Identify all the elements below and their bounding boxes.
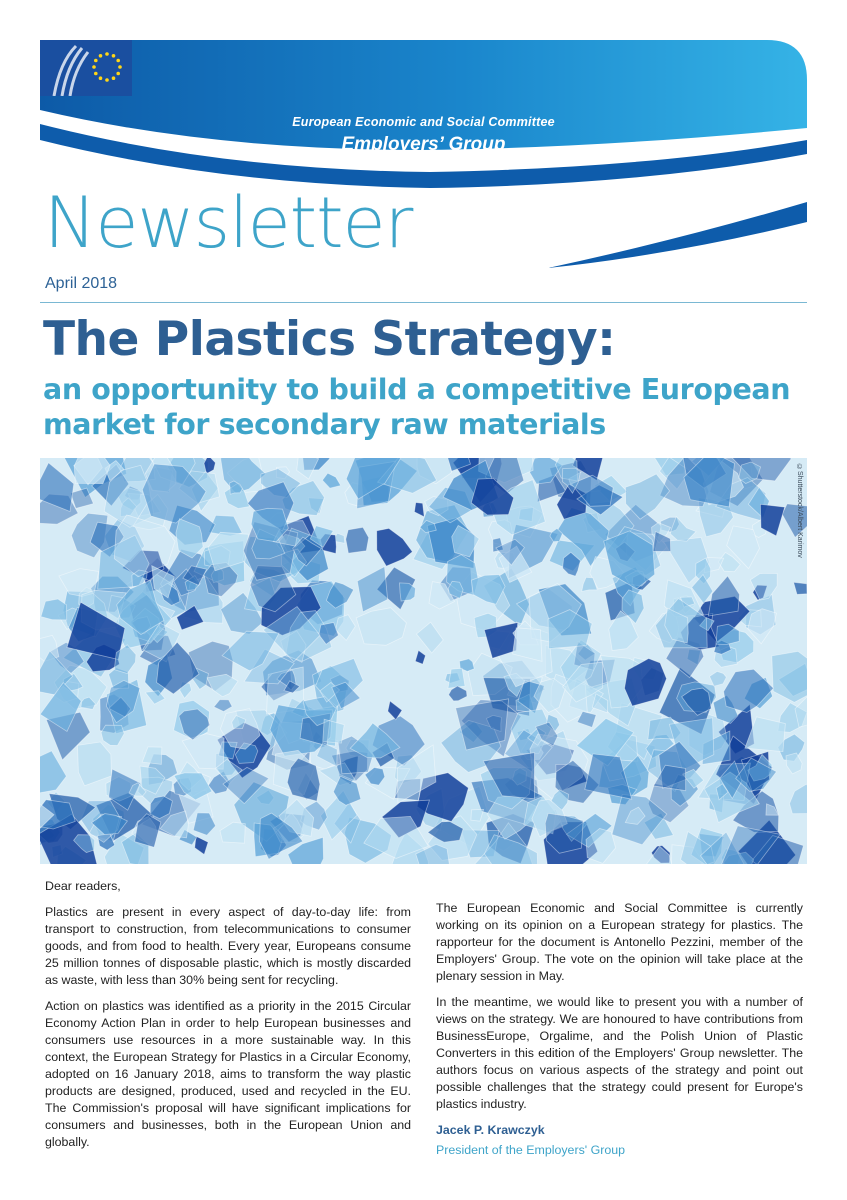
group-name: Employers’ Group <box>341 134 506 155</box>
paragraph: The European Economic and Social Committee is currently working on its opinion on a European strategy for plastics. The rapporteur for the document is Antonello Pezzini, member of the Employers' Group. The vote on the opinion will take place at the plenary session in May. <box>436 901 803 983</box>
letter-left-column <box>45 878 411 1160</box>
paragraph: Plastics are present in every aspect of day-to-day life: from transport to construction, from telecommunications to consumer goods, and from food to health. Every year, Europeans consume 25 million tonnes of disposable plastic, which is mostly discarded as waste, with less than 30% being sent for recycling. <box>45 905 411 987</box>
header-swoosh <box>548 200 808 270</box>
organization-name: European Economic and Social Committee <box>292 115 555 129</box>
photo-illustration <box>40 458 807 864</box>
photo-credit: ©Shutterstock/Albert Karimov <box>796 464 803 558</box>
article-title: The Plastics Strategy: <box>43 312 616 367</box>
newsletter-title: Newsletter <box>44 182 413 264</box>
plastic-fragments-photo <box>40 458 807 864</box>
issue-date: April 2018 <box>45 275 118 292</box>
paragraph: Action on plastics was identified as a priority in the 2015 Circular Economy Action Plan in order to help European businesses and consumers use resources in a more sustainable way. In this context, the European Strategy for Plastics in a Circular Economy, adopted on 16 January 2018, aims to transform the way plastic products are designed, produced, used and recycled in the EU. The Commission's proposal will have significant implications for consumers and businesses, both in the European Union and globally. <box>45 999 411 1149</box>
letter-right-column <box>436 900 803 1159</box>
eesc-logo-icon <box>40 40 132 96</box>
signature-name: Jacek P. Krawczyk <box>436 1123 545 1137</box>
signature-role: President of the Employers' Group <box>436 1143 626 1157</box>
article-subtitle: an opportunity to build a competitive European market for secondary raw materials <box>43 373 791 441</box>
header-divider <box>40 302 807 303</box>
paragraph: In the meantime, we would like to present you with a number of views on the strategy. We are honoured to have contributions from BusinessEurope, Orgalime, and the Polish Union of Plastic Converters in this edition of the Employers' Group newsletter. The authors focus on various aspects of the strategy and point out possible challenges that the strategy could present for Europe's plastics industry. <box>436 995 803 1111</box>
header-banner <box>40 40 807 190</box>
greeting: Dear readers, <box>45 879 121 893</box>
